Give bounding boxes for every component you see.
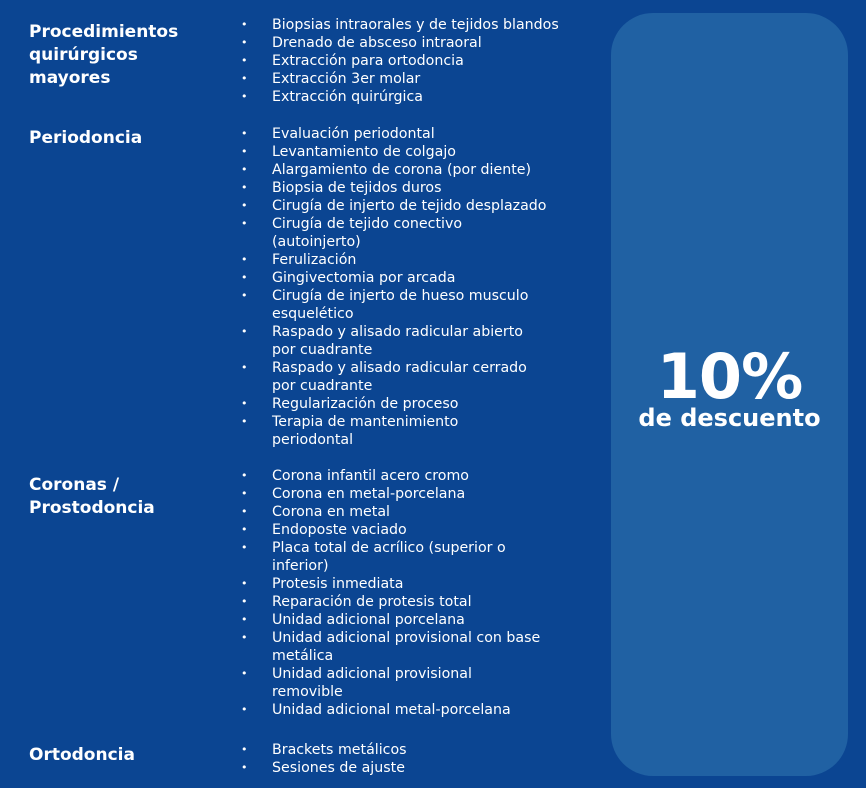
item-text: Corona en metal [272, 504, 390, 520]
bullet-icon: • [241, 595, 248, 608]
section-title: Periodoncia [29, 128, 143, 148]
list-item [241, 143, 571, 161]
item-text: Unidad adicional provisional removible [272, 666, 472, 700]
item-text: Alargamiento de corona (por diente) [272, 162, 532, 178]
item-text: Cirugía de injerto de tejido desplazado [272, 198, 547, 214]
bullet-icon: • [241, 613, 248, 626]
bullet-icon: • [241, 36, 248, 49]
item-text: Drenado de absceso intraoral [272, 35, 482, 51]
list-item [241, 741, 571, 759]
item-text: Corona en metal-porcelana [272, 486, 466, 502]
item-text: Cirugía de tejido conectivo (autoinjerto) [272, 216, 463, 250]
item-text: Ferulización [272, 252, 357, 268]
bullet-icon: • [241, 199, 248, 212]
bullet-icon: • [241, 415, 248, 428]
bullet-icon: • [241, 18, 248, 31]
bullet-icon: • [241, 145, 248, 158]
item-text: Raspado y alisado radicular cerrado por cuadrante [272, 360, 527, 394]
bullet-icon: • [241, 523, 248, 536]
list-item [241, 161, 571, 179]
item-list [241, 741, 571, 777]
list-item [241, 521, 571, 539]
item-text: Biopsia de tejidos duros [272, 180, 442, 196]
section-title: Procedimientos quirúrgicos mayores [29, 22, 179, 88]
bullet-icon: • [241, 361, 248, 374]
list-item [241, 575, 571, 593]
list-item [241, 503, 571, 521]
item-text: Extracción quirúrgica [272, 89, 423, 105]
bullet-icon: • [241, 631, 248, 644]
item-text: Cirugía de injerto de hueso musculo esquelético [272, 288, 529, 322]
item-text: Biopsias intraorales y de tejidos blandos [272, 17, 559, 33]
list-item [241, 395, 571, 413]
item-text: Levantamiento de colgajo [272, 144, 456, 160]
list-item [241, 34, 571, 52]
item-text: Unidad adicional provisional con base metálica [272, 630, 541, 664]
list-item [241, 611, 571, 629]
list-item [241, 359, 571, 395]
bullet-icon: • [241, 127, 248, 140]
section-title: Ortodoncia [29, 745, 135, 765]
item-text: Placa total de acrílico (superior o inferior) [272, 540, 506, 574]
bullet-icon: • [241, 163, 248, 176]
bullet-icon: • [241, 541, 248, 554]
item-text: Protesis inmediata [272, 576, 404, 592]
list-item [241, 485, 571, 503]
bullet-icon: • [241, 90, 248, 103]
item-text: Reparación de protesis total [272, 594, 472, 610]
item-text: Gingivectomia por arcada [272, 270, 456, 286]
item-text: Sesiones de ajuste [272, 760, 405, 776]
discount-label: de descuento [638, 404, 821, 432]
item-list [241, 16, 571, 106]
bullet-icon: • [241, 54, 248, 67]
bullet-icon: • [241, 271, 248, 284]
list-item [241, 467, 571, 485]
list-item [241, 629, 571, 665]
item-text: Evaluación periodontal [272, 126, 435, 142]
item-text: Extracción para ortodoncia [272, 53, 464, 69]
item-list [241, 125, 571, 449]
list-item [241, 759, 571, 777]
list-item [241, 287, 571, 323]
list-item [241, 88, 571, 106]
bullet-icon: • [241, 743, 248, 756]
bullet-icon: • [241, 397, 248, 410]
bullet-icon: • [241, 761, 248, 774]
bullet-icon: • [241, 667, 248, 680]
list-item [241, 269, 571, 287]
list-item [241, 16, 571, 34]
list-item [241, 215, 571, 251]
item-text: Corona infantil acero cromo [272, 468, 469, 484]
list-item [241, 539, 571, 575]
item-text: Unidad adicional porcelana [272, 612, 465, 628]
bullet-icon: • [241, 505, 248, 518]
bullet-icon: • [241, 703, 248, 716]
list-item [241, 251, 571, 269]
list-item [241, 413, 571, 449]
list-item [241, 593, 571, 611]
item-text: Raspado y alisado radicular abierto por cuadrante [272, 324, 523, 358]
list-item [241, 125, 571, 143]
bullet-icon: • [241, 72, 248, 85]
item-text: Endoposte vaciado [272, 522, 407, 538]
bullet-icon: • [241, 577, 248, 590]
discount-value: 10% [656, 340, 803, 413]
list-item [241, 179, 571, 197]
bullet-icon: • [241, 325, 248, 338]
section-title: Coronas / Prostodoncia [29, 475, 155, 518]
item-text: Extracción 3er molar [272, 71, 421, 87]
list-item [241, 701, 571, 719]
bullet-icon: • [241, 253, 248, 266]
bullet-icon: • [241, 181, 248, 194]
bullet-icon: • [241, 217, 248, 230]
bullet-icon: • [241, 469, 248, 482]
list-item [241, 70, 571, 88]
discount-panel [611, 13, 848, 776]
item-list [241, 467, 571, 719]
bullet-icon: • [241, 487, 248, 500]
item-text: Terapia de mantenimiento periodontal [272, 414, 459, 448]
item-text: Unidad adicional metal-porcelana [272, 702, 511, 718]
item-text: Regularización de proceso [272, 396, 459, 412]
list-item [241, 52, 571, 70]
list-item [241, 197, 571, 215]
list-item [241, 323, 571, 359]
bullet-icon: • [241, 289, 248, 302]
item-text: Brackets metálicos [272, 742, 407, 758]
list-item [241, 665, 571, 701]
